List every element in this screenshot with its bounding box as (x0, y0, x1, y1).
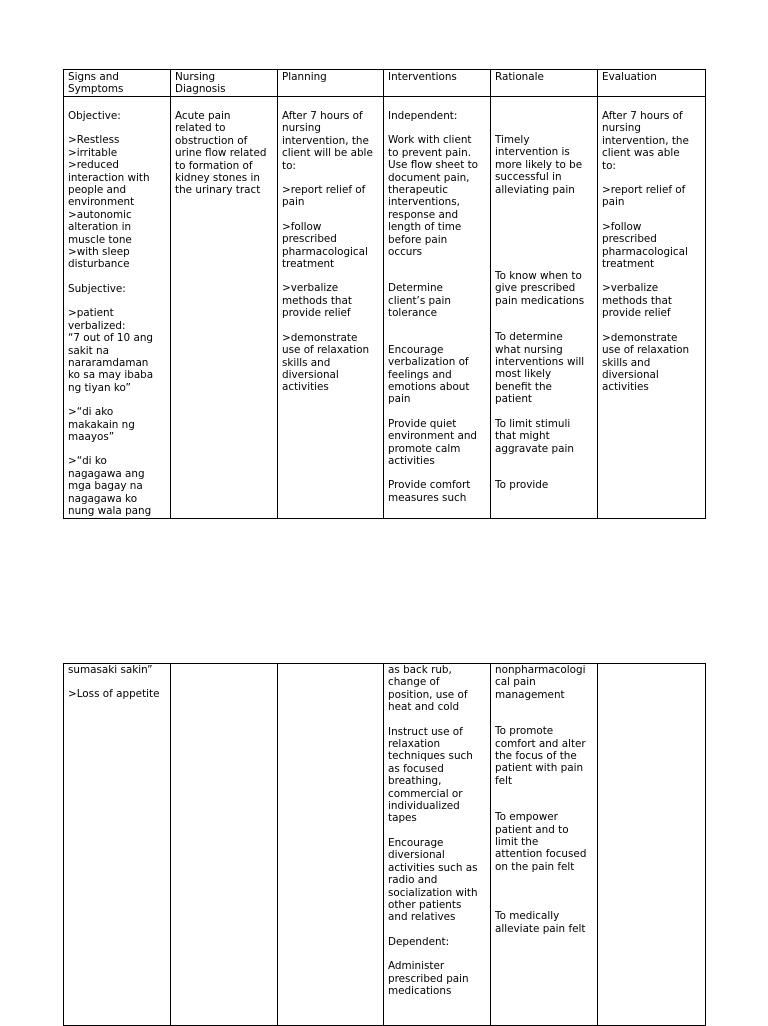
diagnosis-cell (171, 97, 278, 519)
interventions-cell-continued (384, 664, 491, 1026)
table-header-row (64, 70, 706, 97)
signs-subjective-loss-of-appetite: >Loss of appetite (68, 688, 160, 701)
rationale-cell-continued (491, 664, 598, 1026)
rationale-7: To empower patient and to limit the attention focused on the pain felt (495, 811, 587, 873)
signs-objective-label: Objective: (68, 110, 121, 122)
col-header-planning: Planning (278, 70, 384, 97)
signs-subjective-quote-3-end: sumasaki sakin” (68, 664, 153, 676)
col-header-rationale: Rationale (491, 70, 598, 97)
table-row (64, 664, 706, 1026)
rationale-3: To determine what nursing interventions will most likely benefit the patient (495, 331, 585, 406)
intervention-7: Encourage diversional activities such as radio and socialization with other patients and relatives (388, 836, 478, 924)
rationale-6: To promote comfort and alter the focus of the patient with pain felt (495, 725, 586, 787)
care-plan-table-page-2 (63, 663, 706, 1026)
planning-intro: After 7 hours of nursing intervention, the client will be able to: (282, 110, 373, 172)
signs-cell-continued (64, 664, 171, 1026)
evaluation-result-1: >report relief of pain (602, 184, 686, 209)
rationale-2: To know when to give prescribed pain medications (495, 270, 585, 307)
intervention-4: Provide quiet environment and promote calm activities (388, 417, 478, 467)
signs-subjective-label: Subjective: (68, 282, 126, 295)
evaluation-cell-continued (598, 664, 706, 1026)
diagnosis-cell-continued (171, 664, 278, 1026)
planning-goal-3: >verbalize methods that provide relief (282, 282, 352, 320)
planning-goal-2: >follow prescribed pharmacological treatment (282, 220, 368, 271)
planning-cell (278, 97, 384, 519)
planning-cell-continued (278, 664, 384, 1026)
care-plan-table-page-1 (63, 69, 706, 519)
evaluation-result-3: >verbalize methods that provide relief (602, 282, 672, 320)
table-row (64, 97, 706, 519)
rationale-4: To limit stimuli that might aggravate pain (495, 417, 574, 455)
rationale-8: To medically alleviate pain felt (495, 910, 586, 935)
evaluation-result-4: >demonstrate use of relaxation skills and diversional activities (602, 331, 690, 394)
col-header-diagnosis: Nursing Diagnosis (171, 70, 278, 97)
interventions-cell (384, 97, 491, 519)
intervention-5: Provide comfort measures such (388, 479, 471, 504)
intervention-2: Determine client’s pain tolerance (388, 282, 451, 320)
evaluation-cell (598, 97, 706, 519)
col-header-evaluation: Evaluation (598, 70, 706, 97)
intervention-independent-label: Independent: (388, 110, 458, 122)
intervention-1: Work with client to prevent pain. Use flow sheet to document pain, therapeutic interventions, response and length of time before pain occurs (388, 134, 479, 259)
intervention-3: Encourage verbalization of feelings and emotions about pain (388, 343, 470, 406)
signs-objective-list: >Restless >irritable >reduced interaction with people and environment >autonomic alteration in muscle tone >with sleep disturbance (68, 134, 150, 271)
intervention-5-end: as back rub, change of position, use of heat and cold (388, 664, 468, 714)
rationale-5-end: nonpharmacologi cal pain management (495, 664, 586, 701)
signs-subjective-quote-1: >patient verbalized: “7 out of 10 ang sakit na nararamdaman ko sa may ibaba ng tiyan ko” (68, 307, 154, 394)
intervention-8: Administer prescribed pain medications (388, 960, 469, 997)
signs-subjective-quote-3: >“di ko nagagawa ang mga bagay na nagagawa ko nung wala pang (68, 455, 152, 517)
rationale-1: Timely intervention is more likely to be successful in alleviating pain (495, 134, 583, 196)
planning-goal-4: >demonstrate use of relaxation skills and diversional activities (282, 331, 370, 394)
evaluation-intro: After 7 hours of nursing intervention, the client was able to: (602, 110, 689, 172)
rationale-cell (491, 97, 598, 519)
signs-cell (64, 97, 171, 519)
col-header-signs: Signs and Symptoms (64, 70, 171, 97)
col-header-interventions: Interventions (384, 70, 491, 97)
planning-goal-1: >report relief of pain (282, 184, 366, 209)
intervention-dependent-label: Dependent: (388, 935, 450, 948)
signs-subjective-quote-2: >“di ako makakain ng maayos” (68, 406, 135, 443)
rationale-5: To provide (495, 478, 549, 491)
evaluation-result-2: >follow prescribed pharmacological treatment (602, 220, 688, 271)
nursing-diagnosis-text: Acute pain related to obstruction of urine flow related to formation of kidney stones in the urinary tract (175, 110, 267, 197)
intervention-6: Instruct use of relaxation techniques such as focused breathing, commercial or individualized tapes (388, 725, 473, 825)
